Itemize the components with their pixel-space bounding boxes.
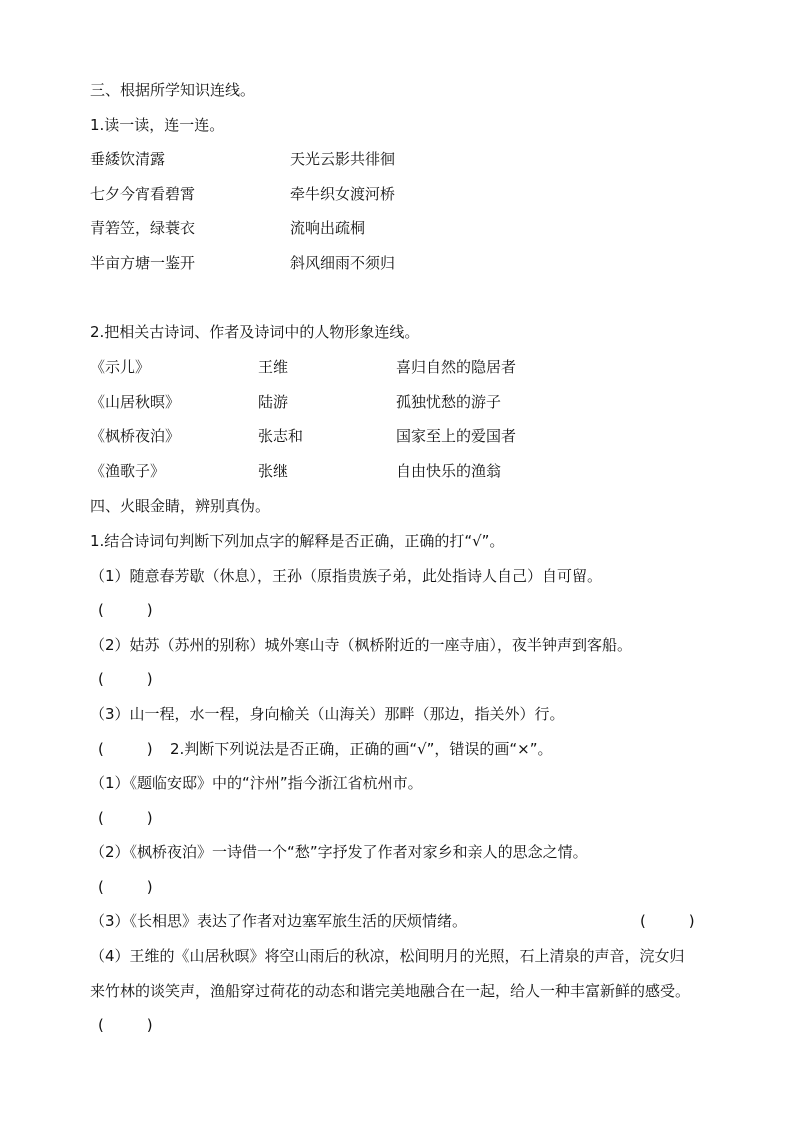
judgement-item: （2）《枫桥夜泊》一诗借一个“愁”字抒发了作者对家乡和亲人的思念之情。 xyxy=(90,843,588,861)
q2-poem: 《示儿》 xyxy=(90,358,151,376)
judgement-item: （2）姑苏（苏州的别称）城外寒山寺（枫桥附近的一座寺庙），夜半钟声到客船。 xyxy=(90,636,633,654)
q2-author: 王维 xyxy=(258,358,289,376)
section4-q2-title: 2.判断下列说法是否正确，正确的画“√”，错误的画“×”。 xyxy=(170,740,553,758)
judgement-item: （1）随意春芳歇（休息），王孙（原指贵族子弟，此处指诗人自己）自可留。 xyxy=(90,567,603,585)
q2-author: 张继 xyxy=(258,462,289,480)
answer-blank[interactable]: ( ) xyxy=(98,601,153,619)
q2-poem: 《山居秋暝》 xyxy=(90,393,181,411)
q1-right-item: 流响出疏桐 xyxy=(290,219,366,237)
q1-left-item: 垂緌饮清露 xyxy=(90,150,166,168)
q2-author: 陆游 xyxy=(258,393,289,411)
q2-poem: 《枫桥夜泊》 xyxy=(90,427,181,445)
section3-q1-title: 1.读一读，连一连。 xyxy=(90,116,225,134)
section3-q2-title: 2.把相关古诗词、作者及诗词中的人物形象连线。 xyxy=(90,323,420,341)
answer-blank[interactable]: ( ) xyxy=(98,809,153,827)
answer-blank[interactable]: ( ) xyxy=(98,878,153,896)
section4-heading: 四、火眼金睛，辨别真伪。 xyxy=(90,497,271,515)
q1-left-item: 青箬笠，绿蓑衣 xyxy=(90,219,196,237)
q1-right-item: 牵牛织女渡河桥 xyxy=(290,185,396,203)
q2-image: 孤独忧愁的游子 xyxy=(396,393,502,411)
q2-poem: 《渔歌子》 xyxy=(90,462,166,480)
q2-image: 国家至上的爱国者 xyxy=(396,427,517,445)
section3-heading: 三、根据所学知识连线。 xyxy=(90,81,256,99)
judgement-item-continuation: 来竹林的谈笑声，渔船穿过荷花的动态和谐完美地融合在一起，给人一种丰富新鲜的感受。 xyxy=(90,982,691,1000)
section4-q1-title: 1.结合诗词句判断下列加点字的解释是否正确，正确的打“√”。 xyxy=(90,532,505,550)
answer-blank[interactable]: ( ) xyxy=(98,670,153,688)
answer-blank[interactable]: ( ) xyxy=(98,1016,153,1034)
answer-blank[interactable]: ( ) xyxy=(640,912,695,930)
judgement-item: （1）《题临安邸》中的“汴州”指今浙江省杭州市。 xyxy=(90,774,423,792)
q2-image: 喜归自然的隐居者 xyxy=(396,358,517,376)
judgement-item: （3）《长相思》表达了作者对边塞军旅生活的厌烦情绪。 xyxy=(90,912,468,930)
q1-left-item: 七夕今宵看碧霄 xyxy=(90,185,196,203)
judgement-item: （4）王维的《山居秋暝》将空山雨后的秋凉，松间明月的光照，石上清泉的声音，浣女归 xyxy=(90,947,685,965)
q2-image: 自由快乐的渔翁 xyxy=(396,462,502,480)
q1-right-item: 斜风细雨不须归 xyxy=(290,254,396,272)
judgement-item: （3）山一程，水一程，身向榆关（山海关）那畔（那边，指关外）行。 xyxy=(90,705,565,723)
answer-blank[interactable]: ( ) xyxy=(98,740,153,758)
q1-left-item: 半亩方塘一鉴开 xyxy=(90,254,196,272)
q2-author: 张志和 xyxy=(258,427,304,445)
q1-right-item: 天光云影共徘徊 xyxy=(290,150,396,168)
